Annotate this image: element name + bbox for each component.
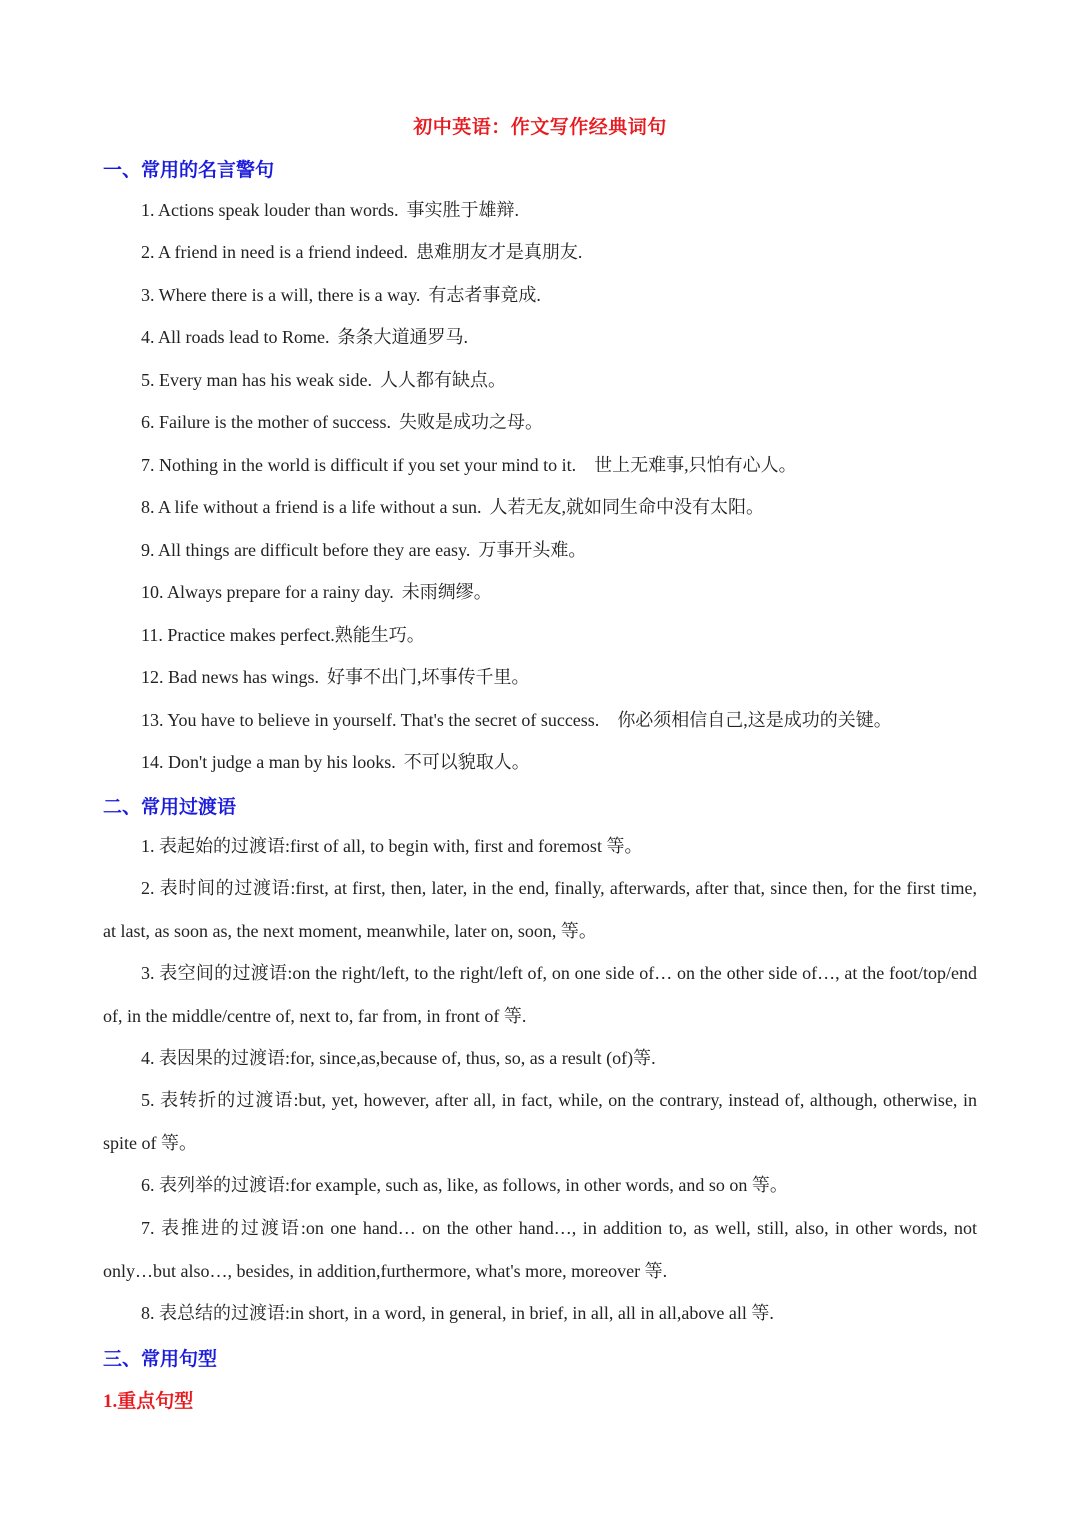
proverb-12	[141, 665, 530, 689]
transition-item-2: 2. 表时间的过渡语:first, at first, then, later, in the end, finally, afterwards, after that, since then, for the first time, at last, as soon as, the next moment, meanwhile, later on, soon, 等。	[103, 878, 977, 941]
proverb-en: 4. All roads lead to Rome.	[141, 327, 330, 347]
transition-item-6: 6. 表列举的过渡语:for example, such as, like, as follows, in other words, and so on 等。	[141, 1175, 788, 1195]
proverb-5	[141, 368, 506, 392]
transition-item-7: 7. 表推进的过渡语:on one hand… on the other hand…, in addition to, as well, still, also, in other words, not only…but also…, besides, in addition,furthermore, what's more, moreover 等.	[103, 1218, 977, 1281]
section-heading-proverbs: 一、常用的名言警句	[103, 160, 275, 181]
proverb-en: 14. Don't judge a man by his looks.	[141, 752, 396, 772]
proverb-en: 9. All things are difficult before they are easy.	[141, 540, 471, 560]
proverb-8	[141, 495, 764, 519]
proverb-4	[141, 325, 468, 349]
proverb-zh: 失败是成功之母。	[398, 412, 543, 432]
proverb-zh: 不可以貌取人。	[403, 752, 530, 772]
proverb-zh: 人若无友,就如同生命中没有太阳。	[489, 497, 764, 517]
proverb-1	[141, 198, 519, 222]
proverb-14	[141, 750, 530, 774]
proverb-en: 10. Always prepare for a rainy day.	[141, 582, 394, 602]
proverb-zh: 万事开头难。	[478, 540, 587, 560]
proverb-en: 2. A friend in need is a friend indeed.	[141, 242, 408, 262]
section-heading-sentence-patterns: 三、常用句型	[103, 1349, 218, 1370]
proverb-11	[141, 623, 425, 647]
proverb-9	[141, 538, 586, 562]
proverb-13	[141, 708, 892, 732]
proverb-en: 1. Actions speak louder than words.	[141, 200, 399, 220]
proverb-10	[141, 580, 492, 604]
proverb-en: 8. A life without a friend is a life without a sun.	[141, 497, 482, 517]
proverb-zh: 世上无难事,只怕有心人。	[594, 455, 797, 475]
proverb-6	[141, 410, 543, 434]
transition-item-1: 1. 表起始的过渡语:first of all, to begin with, first and foremost 等。	[141, 836, 643, 856]
proverb-en: 13. You have to believe in yourself. That's the secret of success.	[141, 710, 600, 730]
proverb-7	[141, 453, 797, 477]
proverb-en: 7. Nothing in the world is difficult if you set your mind to it.	[141, 455, 577, 475]
proverb-en: 11. Practice makes perfect.	[141, 625, 335, 645]
subheading-key-patterns: 1.重点句型	[103, 1391, 194, 1412]
proverb-zh: 熟能生巧。	[334, 625, 425, 645]
proverb-en: 6. Failure is the mother of success.	[141, 412, 391, 432]
proverb-en: 3. Where there is a will, there is a way.	[141, 285, 421, 305]
transition-item-3: 3. 表空间的过渡语:on the right/left, to the right/left of, on one side of… on the other side of…, at the foot/top/end of, in the middle/centre of, next to, far from, in front of 等.	[103, 963, 977, 1026]
proverb-zh: 事实胜于雄辩.	[406, 200, 519, 220]
proverb-3	[141, 283, 541, 307]
transition-item-5: 5. 表转折的过渡语:but, yet, however, after all, in fact, while, on the contrary, instead of, although, otherwise, in spite of 等。	[103, 1090, 977, 1153]
proverb-2	[141, 240, 582, 264]
proverb-zh: 条条大道通罗马.	[337, 327, 468, 347]
page-title: 初中英语：作文写作经典词句	[413, 117, 667, 138]
proverb-zh: 人人都有缺点。	[379, 370, 506, 390]
proverb-zh: 你必须相信自己,这是成功的关键。	[617, 710, 892, 730]
proverb-zh: 患难朋友才是真朋友.	[415, 242, 583, 262]
transition-item-8: 8. 表总结的过渡语:in short, in a word, in general, in brief, in all, all in all,above all 等.	[141, 1303, 774, 1323]
proverb-en: 5. Every man has his weak side.	[141, 370, 372, 390]
proverb-en: 12. Bad news has wings.	[141, 667, 319, 687]
transition-item-4: 4. 表因果的过渡语:for, since,as,because of, thus, so, as a result (of)等.	[141, 1048, 656, 1068]
proverb-zh: 未雨绸缪。	[401, 582, 492, 602]
proverb-zh: 有志者事竟成.	[428, 285, 541, 305]
section-heading-transitions: 二、常用过渡语	[103, 797, 237, 818]
proverb-zh: 好事不出门,坏事传千里。	[327, 667, 530, 687]
